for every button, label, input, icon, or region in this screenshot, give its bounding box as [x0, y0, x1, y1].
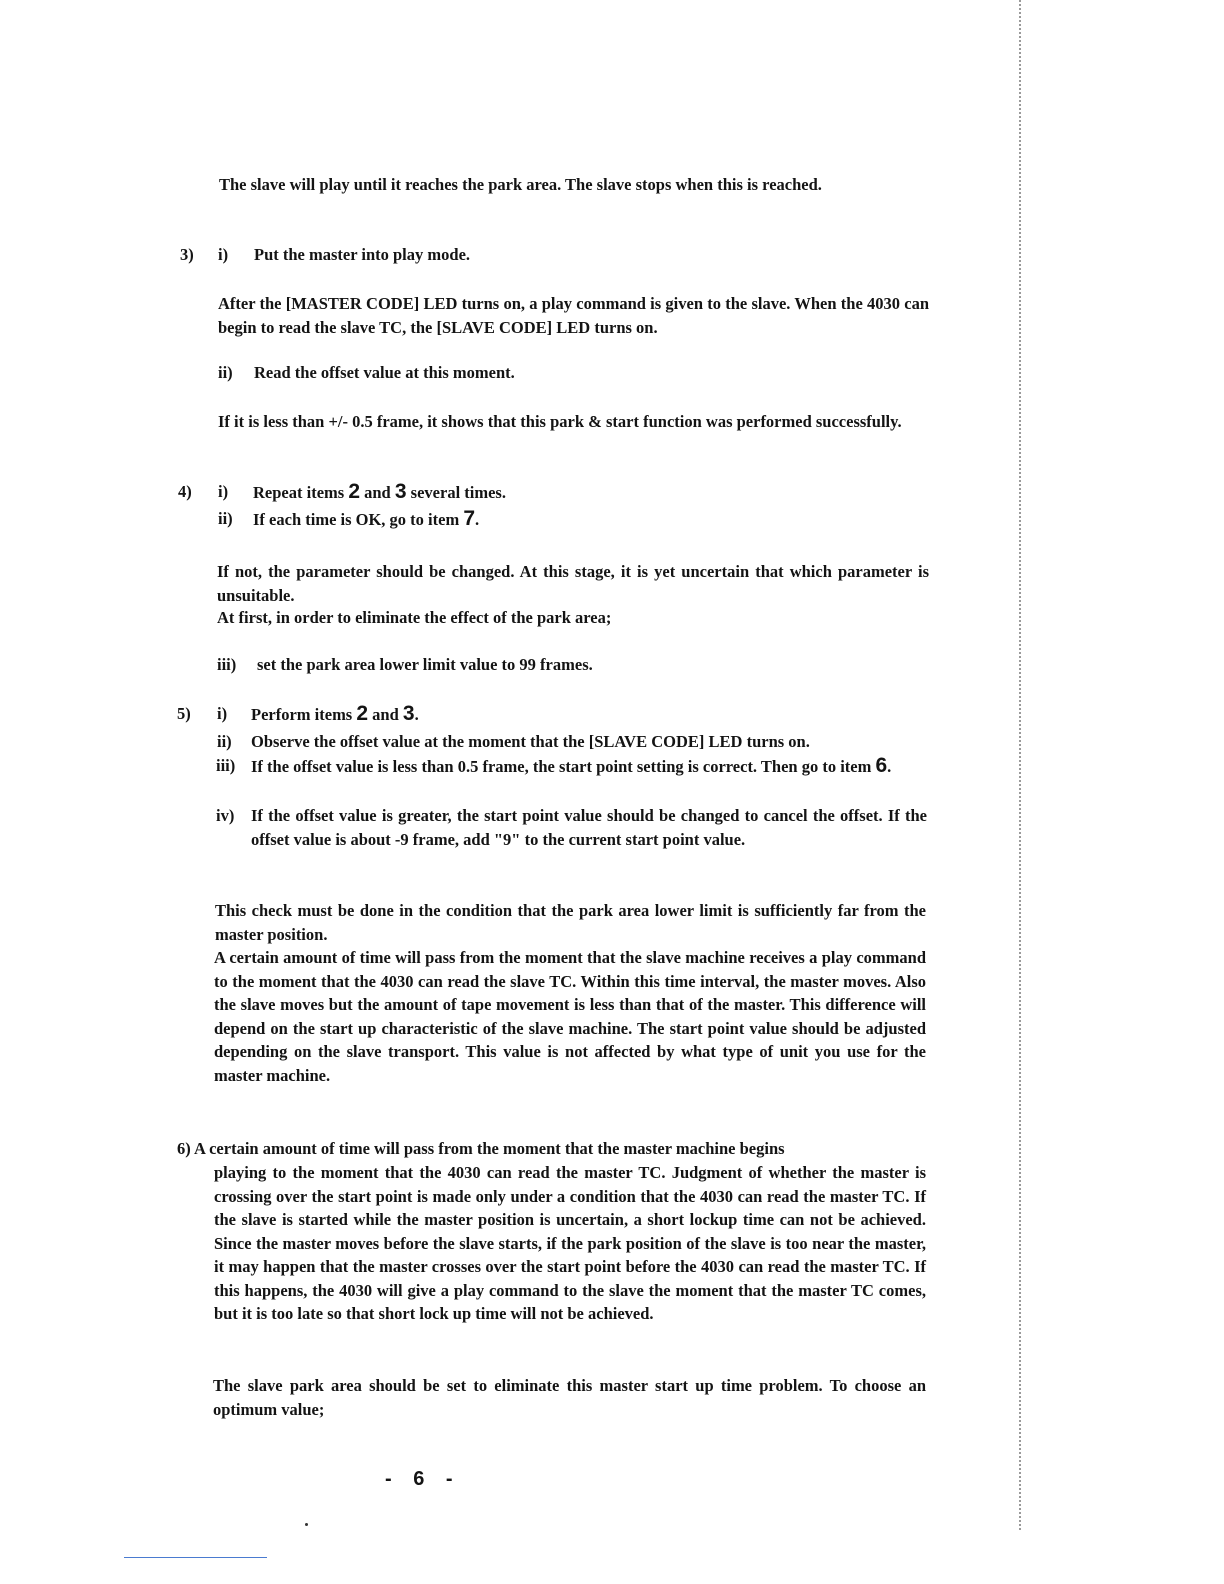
step-3-ii-text: Read the offset value at this moment. [254, 363, 515, 382]
step-4-number: 4) [178, 482, 192, 501]
step-5-ii-text: Observe the offset value at the moment that the [SLAVE CODE] LED turns on. [251, 732, 810, 751]
step-5-number: 5) [177, 704, 191, 723]
step-5-i-label: i) [217, 704, 228, 723]
step-4-i-label: i) [218, 482, 229, 501]
step-5-iii-pre: If the offset value is less than 0.5 frame, the start point setting is correct. Then go to item [251, 757, 872, 776]
step-5-i-text [251, 702, 419, 727]
step-4-paragraph-1: If not, the parameter should be changed. At this stage, it is yet uncertain that which parameter is unsuitable. [217, 562, 929, 605]
step-3-ii-label: ii) [218, 363, 233, 382]
step-4-item-7-ref: 7 [463, 507, 476, 530]
step-4-ii-text [253, 507, 479, 532]
step-5-iv-label: iv) [216, 806, 235, 825]
step-6-first-line [177, 1137, 926, 1161]
step-3-paragraph-2: If it is less than +/- 0.5 frame, it shows that this park & start function was performed successfully. [218, 412, 902, 431]
step-5-ii-label: ii) [217, 732, 232, 751]
step-5-paragraph-2: A certain amount of time will pass from the moment that the slave machine receives a play command to the moment that the 4030 can read the slave TC. Within this time interval, the master moves. Also the slave moves but the amount of tape movement is less than that of the master. This difference will depend on the start up characteristic of the slave machine. The start point value should be adjusted depending on the slave transport. This value is not affected by what type of unit you use for the master machine. [214, 948, 926, 1085]
step-3-i-label: i) [218, 245, 229, 264]
step-6-paragraph-1: playing to the moment that the 4030 can read the master TC. Judgment of whether the master is crossing over the start point is made only under a condition that the 4030 can read the master TC. If the slave is started while the master position is uncertain, a short lockup time can not be achieved. Since the master moves before the slave starts, if the park position of the slave is too near the master, it may happen that the master crosses over the start point before the 4030 can read the master TC. If this happens, the 4030 will give a play command to the slave the moment that the master TC comes, but it is too late so that short lock up time will not be achieved. [214, 1163, 926, 1323]
step-6-first-text: A certain amount of time will pass from the moment that the master machine begins [193, 1139, 785, 1158]
scan-edge-dotted-line [1019, 0, 1021, 1530]
step-3-number: 3) [180, 245, 194, 264]
step-3-paragraph-1: After the [MASTER CODE] LED turns on, a play command is given to the slave. When the 4030 can begin to read the slave TC, the [SLAVE CODE] LED turns on. [218, 294, 929, 337]
step-5-i-mid: and [372, 705, 399, 724]
step-6-paragraph-2: The slave park area should be set to eliminate this master start up time problem. To choose an optimum value; [213, 1376, 926, 1419]
step-4-i-mid: and [364, 483, 391, 502]
step-5-i-pre: Perform items [251, 705, 353, 724]
step-3-i-text: Put the master into play mode. [254, 245, 471, 264]
step-4-ii-post: . [475, 510, 480, 529]
footnote-rule [124, 1557, 267, 1558]
step-5-i-post: . [414, 705, 419, 724]
step-4-i-pre: Repeat items [253, 483, 345, 502]
step-5-iv-text: If the offset value is greater, the start point value should be changed to cancel the offset. If the offset value is about -9 frame, add "9" to the current start point value. [251, 806, 927, 849]
step-4-iii-label: iii) [217, 655, 237, 674]
intro-paragraph: The slave will play until it reaches the park area. The slave stops when this is reached. [219, 175, 822, 194]
step-4-item-3-ref: 3 [394, 480, 407, 503]
step-5-iii-text [251, 754, 927, 779]
step-4-i-post: several times. [410, 483, 506, 502]
step-5-paragraph-1: This check must be done in the condition that the park area lower limit is sufficiently far from the master position. [215, 901, 926, 944]
step-5-item-2-ref: 2 [356, 702, 369, 725]
step-4-i-text [253, 480, 506, 505]
scan-speck [305, 1523, 308, 1526]
step-6-number: 6) [177, 1139, 191, 1158]
step-4-iii-text: set the park area lower limit value to 99 frames. [257, 655, 593, 674]
step-4-paragraph-2: At first, in order to eliminate the effect of the park area; [217, 608, 612, 627]
step-4-item-2-ref: 2 [348, 480, 360, 503]
step-5-item-3-ref: 3 [402, 702, 415, 725]
step-5-iii-label: iii) [216, 756, 236, 775]
step-5-iii-post: . [887, 757, 892, 776]
step-4-ii-label: ii) [218, 509, 233, 528]
page-number: - 6 - [385, 1468, 461, 1490]
step-4-ii-pre: If each time is OK, go to item [253, 510, 460, 529]
step-5-item-6-ref: 6 [875, 754, 888, 777]
